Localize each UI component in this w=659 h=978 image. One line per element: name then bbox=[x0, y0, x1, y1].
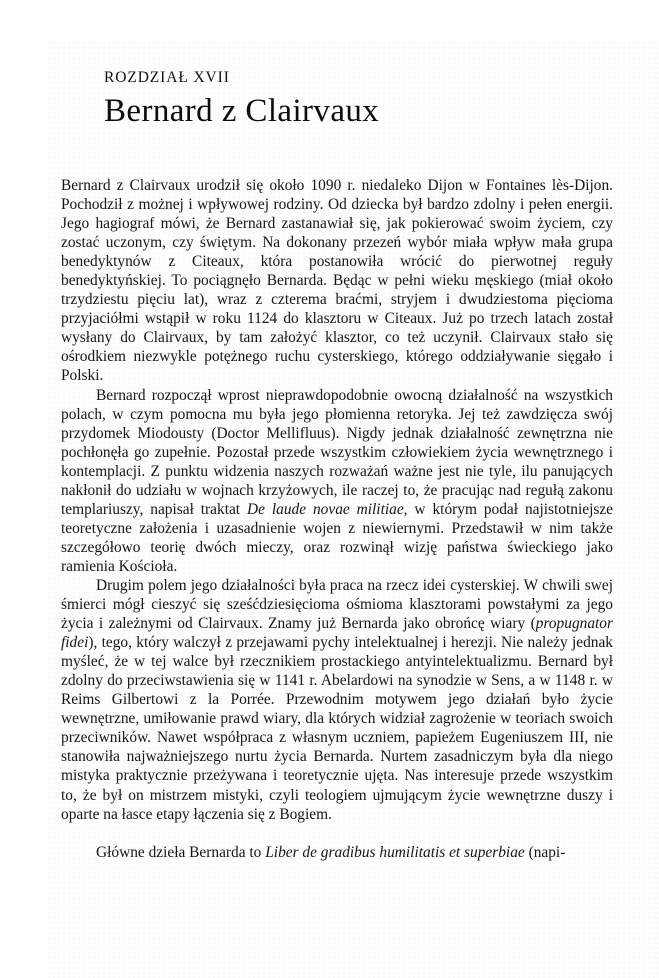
paragraph-gap bbox=[61, 824, 613, 843]
paragraph bbox=[61, 843, 613, 862]
page-title: Bernard z Clairvaux bbox=[104, 93, 380, 130]
text-run: Główne dzieła Bernarda to bbox=[96, 843, 266, 861]
italic-title: Liber de gradibus humilitatis et superbiae bbox=[265, 843, 525, 861]
text-run: Drugim polem jego działalności była praca na rzecz idei cysterskiej. W chwili swej śmierci mógł cieszyć się sześćdziesięcioma ośmioma klasztorami powstałymi za jego życia i zależnymi od Clairvaux. Znamy już Bernarda jako obrońcę wiary ( bbox=[61, 576, 613, 633]
text-run: Bernard rozpoczął wprost nieprawdopodobnie owocną działalność na wszystkich polach, w czym pomocna mu była jego płomienna retoryka. Jej też zawdzięcza swój przydomek Miodousty (Doctor Mellifluus). Nigdy jednak działalność zewnętrzna nie pochłonęła go zupełnie. Pozostał przede wszystkim człowiekiem życia wewnętrznego i kontemplacji. Z punktu widzenia naszych rozważań ważne jest nie tyle, ilu panujących nakłonił do udziału w wojnach krzyżowych, ile raczej to, że pracując nad regułą zakonu templariuszy, napisał traktat bbox=[61, 386, 613, 518]
paragraph bbox=[61, 176, 613, 386]
paragraph bbox=[61, 576, 613, 824]
body-text bbox=[61, 176, 613, 862]
chapter-heading-block bbox=[104, 68, 604, 130]
text-run: (napi- bbox=[524, 843, 566, 861]
text-run: , w którym podał najistotniejsze teoretyczne założenia i uzasadnienie wojen z niewiernymi. Przedstawił w nim także szczegółowo teorię dwóch mieczy, oraz rozwinął wizję państwa świeckiego jako ramienia Kościoła. bbox=[61, 500, 613, 575]
paragraph bbox=[61, 386, 613, 576]
italic-title: propugnator fidei bbox=[61, 615, 613, 652]
chapter-number: ROZDZIAŁ XVII bbox=[104, 69, 230, 86]
italic-title: De laude novae militiae bbox=[247, 500, 404, 518]
text-run: ), tego, który walczył z przejawami pychy intelektualnej i herezji. Nie należy jednak myśleć, że w tej walce był rzecznikiem prostackiego antyintelektualizmu. Bernard był zdolny do przeciwstawienia się w 1141 r. Abelardowi na synodzie w Sens, a w 1148 r. w Reims Gilbertowi z la Porrée. Przewodnim motywem jego działań było życie wewnętrzne, umiłowanie prawd wiary, dla których widział zagrożenie w teoriach swoich przeciwników. Nawet współpraca z własnym uczniem, papieżem Eugeniuszem III, nie stanowiła najważniejszego nurtu życia Bernarda. Nurtem zasadniczym była dla niego mistyka praktycznie przeżywana i teoretycznie ujęta. Nas interesuje przede wszystkim to, że był on mistrzem mistyki, czyli teologiem ujmującym życie wewnętrzne duszy i oparte na łasce etapy łączenia się z Bogiem. bbox=[61, 634, 613, 823]
text-run: Bernard z Clairvaux urodził się około 1090 r. niedaleko Dijon w Fontaines lès-Dijon. Pochodził z możnej i wpływowej rodziny. Od dziecka był bardzo zdolny i pełen energii. Jego hagiograf mówi, że Bernard zastanawiał się, jak pokierować swoim życiem, czy zostać uczonym, czy świętym. Na dokonany przezeń wybór miała wpływ mała grupa benedyktynów z Citeaux, która postanowiła wrócić do pierwotnej reguły benedyktyńskiej. To pociągnęło Bernarda. Będąc w pełni wieku męskiego (miał około trzydziestu pięciu lat), wraz z czterema braćmi, stryjem i dwudziestoma pięcioma przyjaciółmi wstąpił w roku 1124 do klasztoru w Citeaux. Już po trzech latach został wysłany do Clairvaux, by tam założyć klasztor, co też uczynił. Clairvaux stało się ośrodkiem niezwykle potężnego ruchu cysterskiego, którego oddziaływanie sięgało i Polski. bbox=[61, 177, 613, 385]
